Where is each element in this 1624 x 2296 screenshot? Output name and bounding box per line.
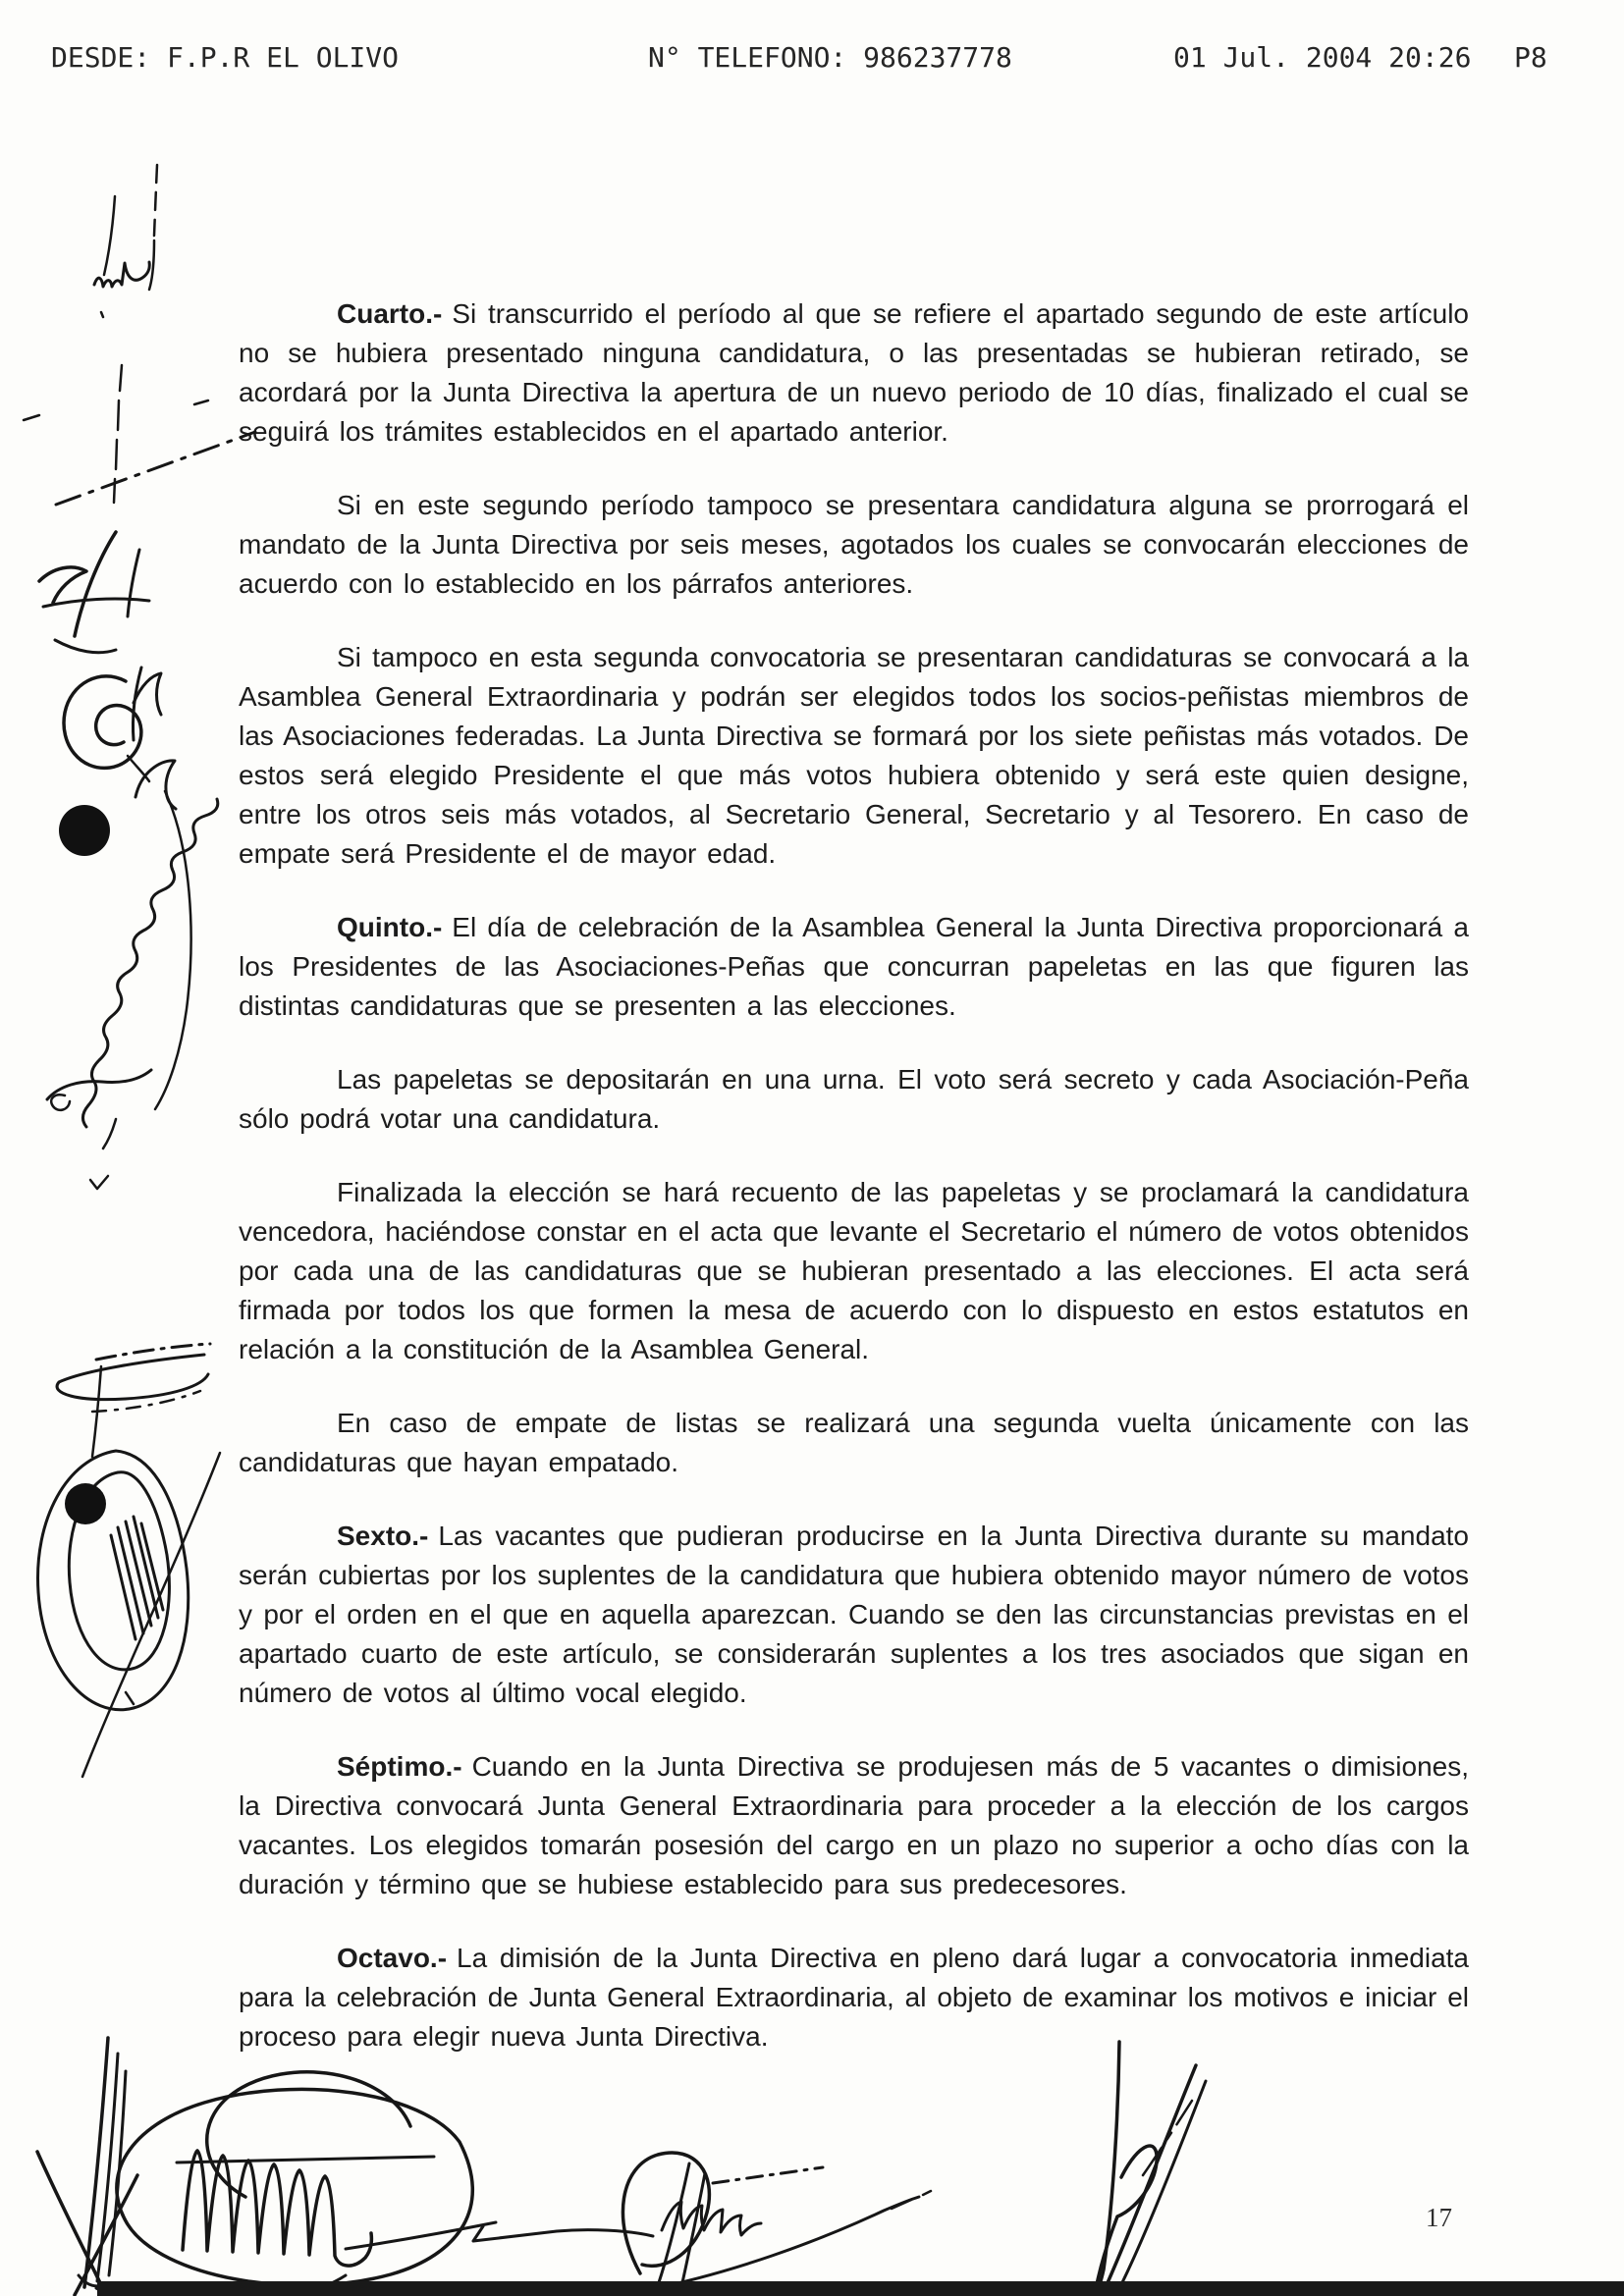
fax-datetime-label: 01 Jul. 2004 20:26: [1173, 41, 1472, 74]
fax-sender-label: DESDE: F.P.R EL OLIVO: [51, 41, 400, 74]
bottom-center-signature-icon: [623, 2153, 931, 2296]
paragraph-text: Las papeletas se depositarán en una urna. El voto será secreto y cada Asociación-Peña sólo podrá votar una candidatura.: [239, 1064, 1469, 1134]
fax-page-code: P8: [1514, 41, 1547, 74]
margin-circular-scribble-icon: [64, 667, 161, 781]
paragraph-text: Si en este segundo período tampoco se presentara candidatura alguna se prorrogará el mandato de la Junta Directiva por seis meses, agotados los cuales se convocarán elecciones de acuerdo con lo establecido en los párrafos anteriores.: [239, 490, 1469, 599]
paragraph-heading: Cuarto.-: [337, 298, 443, 329]
margin-spiral-scribble-icon: [57, 1344, 210, 1457]
paragraph-text: La dimisión de la Junta Directiva en pleno dará lugar a convocatoria inmediata para la celebración de Junta General Extraordinaria, al objeto de examinar los motivos e iniciar el proceso para elegir nueva Junta Directiva.: [239, 1943, 1469, 2052]
margin-hook-scribble-icon: [94, 165, 157, 317]
paragraph-heading: Séptimo.-: [337, 1751, 462, 1782]
paragraph: [239, 1404, 1469, 1482]
margin-ink-dot-icon: [59, 805, 110, 856]
paragraph-cuarto: [239, 294, 1469, 452]
paragraph-text: Finalizada la elección se hará recuento de las papeletas y se proclamará la candidatura vencedora, haciéndose constar en el acta que levante el Secretario el número de votos obtenidos por cada una de las candidaturas que se hubieran presentado a las elecciones. El acta será firmada por todos los que formen la mesa de acuerdo con lo dispuesto en estos estatutos en relación a la constitución de la Asamblea General.: [239, 1177, 1469, 1364]
fax-phone-label: N° TELEFONO: 986237778: [648, 41, 1012, 74]
paragraph-quinto: [239, 908, 1469, 1026]
paragraph-text: En caso de empate de listas se realizará una segunda vuelta únicamente con las candidaturas que hayan empatado.: [239, 1408, 1469, 1477]
bottom-circled-signature-icon: [117, 2072, 653, 2296]
paragraph-text: Las vacantes que pudieran producirse en la Junta Directiva durante su mandato serán cubiertas por los suplentes de la candidatura que hubiera obtenido mayor número de votos y por el orden en el que en aquella aparezcan. Cuando se den las circunstancias previstas en el apartado cuarto de este artículo, se considerarán suplentes a los tres asociados que sigan en número de votos al último vocal elegido.: [239, 1521, 1469, 1708]
paragraph-heading: Quinto.-: [337, 912, 443, 942]
paragraph-text: El día de celebración de la Asamblea General la Junta Directiva proporcionará a los Presidentes de las Asociaciones-Peñas que concurran papeletas en las que figuren las distintas candidaturas que se presenten a las elecciones.: [239, 912, 1469, 1021]
paragraph: [239, 486, 1469, 604]
bottom-stroke-cluster-icon: [37, 2038, 137, 2295]
paragraph-heading: Sexto.-: [337, 1521, 429, 1551]
scan-artifact-band: [97, 2281, 1624, 2296]
paragraph-octavo: [239, 1939, 1469, 2056]
margin-dash-dot-line-icon: [24, 365, 255, 505]
paragraph-text: Si tampoco en esta segunda convocatoria se presentaran candidaturas se convocará a la Asamblea General Extraordinaria y podrán ser elegidos todos los socios-peñistas miembros de las Asociaciones federadas. La Junta Directiva se formará por los siete peñistas más votados. De estos será elegido Presidente el que más votos hubiera obtenido y será este quien designe, entre los otros seis más votados, al Secretario General, Secretario y al Tesorero. En caso de empate será Presidente el de mayor edad.: [239, 642, 1469, 869]
paragraph: [239, 638, 1469, 874]
paragraph-text: Cuando en la Junta Directiva se produjesen más de 5 vacantes o dimisiones, la Directiva convocará Junta General Extraordinaria para proceder a la elección de los cargos vacantes. Los elegidos tomarán posesión del cargo en un plazo no superior a ocho días con la duración y término que se hubiese establecido para sus predecesores.: [239, 1751, 1469, 1899]
paragraph-heading: Octavo.-: [337, 1943, 448, 1973]
document-body: [239, 294, 1469, 2091]
paragraph: [239, 1060, 1469, 1139]
margin-vertical-signature-icon: [47, 761, 218, 1189]
paragraph-text: Si transcurrido el período al que se refiere el apartado segundo de este artículo no se hubiera presentado ninguna candidatura, o las presentadas se hubieran retirado, se acordará por la Junta Directiva la apertura de un nuevo periodo de 10 días, finalizado el cual se seguirá los trámites establecidos en el apartado anterior.: [239, 298, 1469, 447]
paragraph-sexto: [239, 1517, 1469, 1713]
page-number: 17: [1426, 2203, 1452, 2232]
paragraph-septimo: [239, 1747, 1469, 1904]
paragraph: [239, 1173, 1469, 1369]
margin-initials-scribble-icon: [39, 532, 149, 653]
margin-oval-scribble-icon: [38, 1451, 220, 1777]
